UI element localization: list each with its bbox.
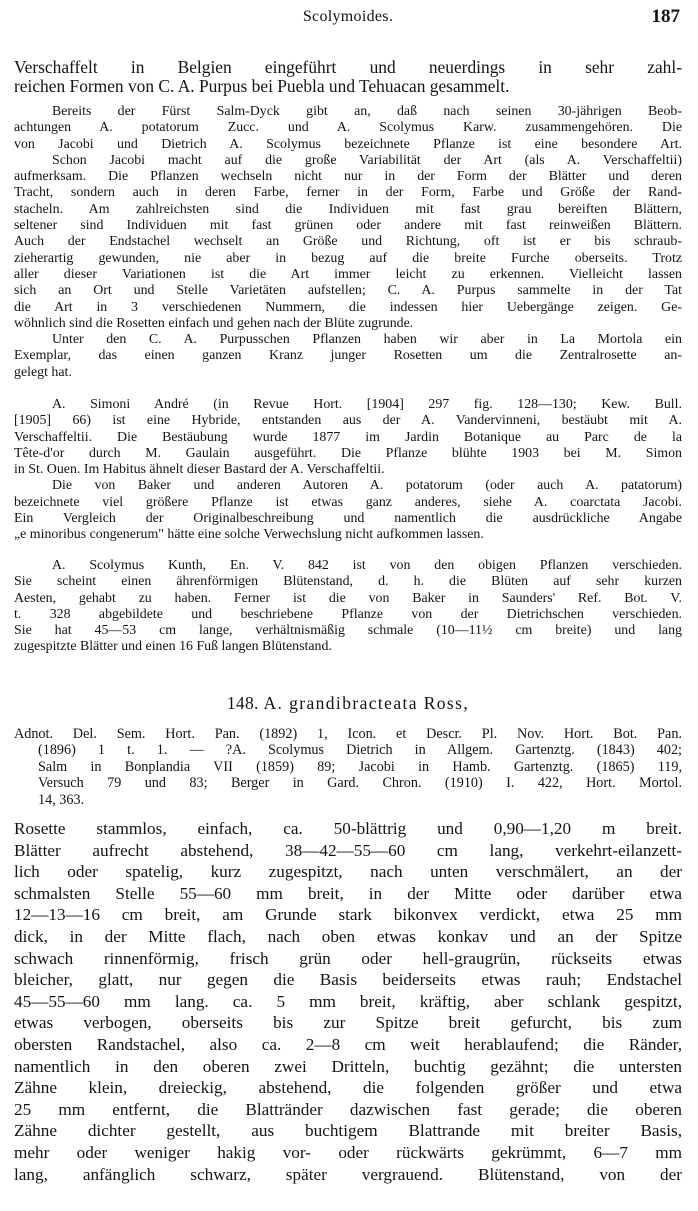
- text-line: 14, 363.: [38, 791, 85, 808]
- text-line: [1905] 66) ist eine Hybride, entstanden aus der A. Vandervinneni, bestäubt mit A.: [14, 413, 682, 429]
- text-line: schwach rinnenförmig, frisch grün oder hell-graugrün, rückseits etwas: [14, 948, 682, 968]
- text-line: Adnot. Del. Sem. Hort. Pan. (1892) 1, Icon. et Descr. Pl. Nov. Hort. Bot. Pan.: [14, 726, 682, 742]
- species-name: A. grandibracteata Ross,: [263, 693, 470, 713]
- description-paragraph: [14, 818, 682, 1185]
- text-line: mehr oder weniger hakig vor- oder rückwärts gekrümmt, 6—7 mm: [14, 1142, 682, 1162]
- text-line: A. Simoni André (in Revue Hort. [1904] 297 fig. 128—130; Kew. Bull.: [52, 397, 682, 412]
- text-line: dick, in der Mitte flach, nach oben etwas konkav und an der Spitze: [14, 926, 682, 946]
- text-line: Zähne klein, dreieckig, abstehend, die folgenden größer und etwa: [14, 1078, 682, 1098]
- running-head: [14, 8, 682, 30]
- text-line: zugespitzte Blätter und einen 16 Fuß langen Blütenstand.: [14, 639, 332, 655]
- running-head-title: Scolymoides.: [302, 8, 394, 25]
- text-line: Sie hat 45—53 cm lange, verhältnismäßig schmale (10—11½ cm breite) und lang: [14, 623, 682, 639]
- species-heading-line: [14, 692, 682, 714]
- text-line: Die von Baker und anderen Autoren A. potatorum (oder auch A. patatorum): [52, 478, 682, 494]
- text-line: Verschaffeltii. Die Bestäubung wurde 1877 im Jardin Botanique au Parc de la: [14, 429, 682, 445]
- text-line: A. Scolymus Kunth, En. V. 842 ist von den obigen Pflanzen verschieden.: [52, 558, 682, 573]
- text-line: seltener sind Individuen mit fast grünen oder andere mit fast reinweißen Blättern.: [14, 218, 682, 234]
- text-line: t. 328 abgebildete und beschriebene Pflanze von der Dietrichschen verschieden.: [14, 606, 682, 622]
- text-line: von Jacobi und Dietrich A. Scolymus bezeichnete Pflanze ist eine besondere Art.: [14, 136, 682, 152]
- text-line: 12—13—16 cm breit, am Grunde stark bikonvex verdickt, etwa 25 mm: [14, 905, 682, 925]
- page-number: 187: [651, 6, 680, 27]
- text-line: Aesten, gehabt zu haben. Ferner ist die von Baker in Saunders' Ref. Bot. V.: [14, 590, 682, 606]
- text-line: Zähne dichter gestellt, aus buchtigem Blattrande mit breiter Basis,: [14, 1121, 682, 1141]
- text-line: aufmerksam. Die Pflanzen wechseln nicht nur in der Form der Blätter und deren: [14, 169, 682, 185]
- text-line: Bereits der Fürst Salm-Dyck gibt an, daß nach seinen 30-jährigen Beob-: [52, 104, 682, 119]
- text-line: bezeichnete viel größere Pflanze ist etwas ganz anderes, siehe A. coarctata Jacobi.: [14, 494, 682, 510]
- text-line: stacheln. Am zahlreichsten sind die Individuen mit fast grau bereiften Blättern,: [14, 201, 682, 217]
- text-line: reichen Formen von C. A. Purpus bei Puebla und Tehuacan gesammelt.: [14, 77, 510, 96]
- text-line: Versuch 79 und 83; Berger in Gard. Chron. (1910) I. 422, Hort. Mortol.: [38, 775, 682, 792]
- text-line: lang, anfänglich schwarz, später vergrauend. Blütenstand, von der: [14, 1164, 682, 1184]
- reference-paragraph: [14, 726, 682, 808]
- text-line: sich an Ort und Stelle Varietäten aufstellen; C. A. Purpus sammelte in der Tat: [14, 283, 682, 299]
- species-heading: [14, 692, 682, 714]
- text-line: gelegt hat.: [14, 364, 72, 380]
- text-line: Tête-d'or durch M. Gaulain ausgeführt. Die Pflanze blühte 1903 bei M. Simon: [14, 445, 682, 461]
- text-line: 25 mm entfernt, die Blattränder dazwischen fast gerade; die oberen: [14, 1099, 682, 1119]
- text-line: Salm in Bonplandia VII (1859) 89; Jacobi in Hamb. Gartenztg. (1865) 119,: [38, 758, 682, 775]
- kunth-paragraph: [14, 558, 682, 656]
- text-line: in St. Ouen. Im Habitus ähnelt dieser Bastard der A. Verschaffeltii.: [14, 462, 385, 478]
- text-line: (1896) 1 t. 1. — ?A. Scolymus Dietrich in Allgem. Gartenztg. (1843) 402;: [38, 742, 682, 759]
- notes-paragraph: [14, 104, 682, 381]
- text-line: die Art in 3 verschiedenen Nummern, die indessen hier Uebergänge zeigen. Ge-: [14, 299, 682, 315]
- text-line: „e minoribus congenerum" hätte eine solche Verwechslung nicht aufkommen lassen.: [14, 527, 484, 543]
- text-line: Sie scheint einen ährenförmigen Blütenstand, d. h. die Blüten auf sehr kurzen: [14, 574, 682, 590]
- text-line: namentlich in den oberen zwei Dritteln, buchtig gezähnt; die untersten: [14, 1056, 682, 1076]
- text-line: Blätter aufrecht abstehend, 38—42—55—60 cm lang, verkehrt-eilanzett-: [14, 840, 682, 860]
- text-line: schmalsten Stelle 55—60 mm breit, in der Mitte oder darüber etwa: [14, 883, 682, 903]
- text-line: etwas verbogen, oberseits bis zur Spitze breit gefurcht, bis zum: [14, 1013, 682, 1033]
- text-line: aller dieser Variationen ist die Art immer leicht zu erkennen. Vielleicht lassen: [14, 266, 682, 282]
- text-line: lich oder spatelig, kurz zugespitzt, nach unten verschmälert, an der: [14, 862, 682, 882]
- text-line: Unter den C. A. Purpusschen Pflanzen haben wir aber in La Mortola ein: [52, 332, 682, 348]
- intro-paragraph: [14, 58, 682, 96]
- text-line: bleicher, glatt, nur gegen die Basis beiderseits etwas rauh; Endstachel: [14, 970, 682, 990]
- text-line: wöhnlich sind die Rosetten einfach und gehen nach der Blüte zugrunde.: [14, 315, 414, 331]
- text-line: achtungen A. potatorum Zucc. und A. Scolymus Karw. zusammengehören. Die: [14, 120, 682, 136]
- text-line: Ein Vergleich der Originalbeschreibung und namentlich die ausdrückliche Angabe: [14, 511, 682, 527]
- text-line: obersten Randstachel, also ca. 2—8 cm weit herablaufend; die Ränder,: [14, 1034, 682, 1054]
- text-line: Exemplar, das einen ganzen Kranz junger Rosetten um die Zentralrosette an-: [14, 348, 682, 364]
- text-line: Schon Jacobi macht auf die große Variabilität der Art (als A. Verschaffeltii): [52, 152, 682, 168]
- text-line: Auch der Endstachel wechselt an Größe und Richtung, oft ist er bis schraub-: [14, 234, 682, 250]
- text-line: Verschaffelt in Belgien eingeführt und neuerdings in sehr zahl-: [14, 58, 682, 77]
- text-line: Rosette stammlos, einfach, ca. 50-blättrig und 0,90—1,20 m breit.: [14, 819, 682, 838]
- text-line: 45—55—60 mm lang. ca. 5 mm breit, kräftig, aber schlank gespitzt,: [14, 991, 682, 1011]
- text-line: zieherartig gewunden, nie aber in bezug auf die breite Furche oberseits. Trotz: [14, 250, 682, 266]
- text-line: Tracht, sondern auch in deren Farbe, ferner in der Form, Farbe und Größe der Rand-: [14, 185, 682, 201]
- simoni-paragraph: [14, 397, 682, 544]
- species-number: 148.: [226, 693, 259, 713]
